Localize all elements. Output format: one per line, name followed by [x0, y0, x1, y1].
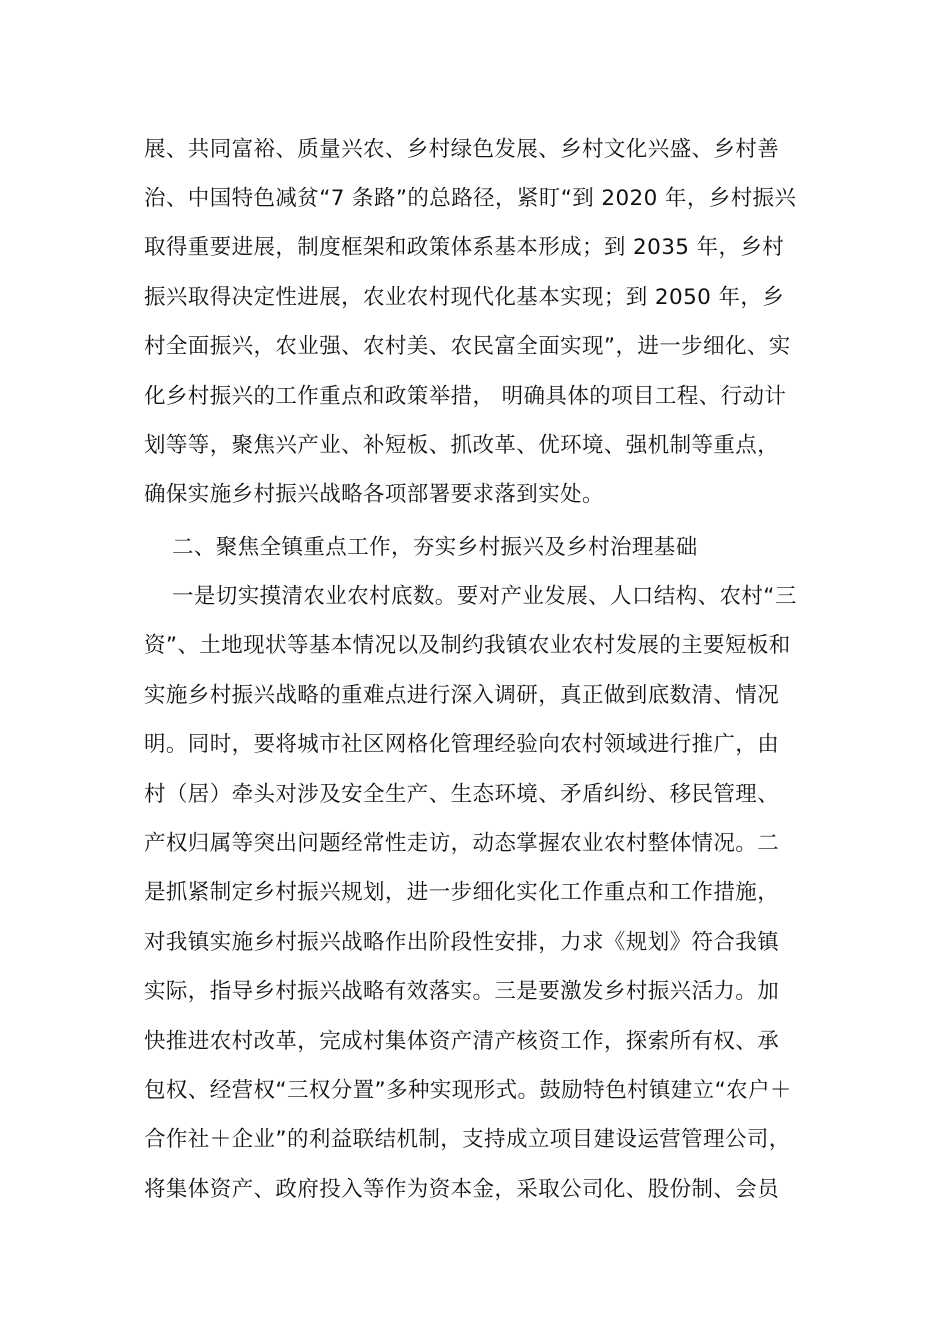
- text-line: 划等等，聚焦兴产业、补短板、抓改革、优环境、强机制等重点，: [144, 433, 780, 458]
- text-line: 取得重要进展，制度框架和政策体系基本形成；到 2035 年，乡村: [144, 235, 785, 260]
- text-line: 实际，指导乡村振兴战略有效落实。三是要激发乡村振兴活力。加: [144, 979, 780, 1004]
- text-line: 治、中国特色减贫“7 条路”的总路径，紧盯“到 2020 年，乡村振兴: [144, 186, 797, 211]
- section-heading: 二、聚焦全镇重点工作，夯实乡村振兴及乡村治理基础: [172, 535, 698, 560]
- text-line: 合作社＋企业”的利益联结机制，支持成立项目建设运营管理公司，: [144, 1127, 791, 1152]
- text-line: 将集体资产、政府投入等作为资本金，采取公司化、股份制、会员: [144, 1177, 780, 1202]
- paragraph-first-line: 一是切实摸清农业农村底数。要对产业发展、人口结构、农村“三: [172, 584, 797, 609]
- text-line: 化乡村振兴的工作重点和政策举措， 明确具体的项目工程、行动计: [144, 384, 787, 409]
- text-line: 产权归属等突出问题经常性走访，动态掌握农业农村整体情况。二: [144, 831, 780, 856]
- text-line: 确保实施乡村振兴战略各项部署要求落到实处。: [144, 482, 604, 507]
- text-line: 资”、土地现状等基本情况以及制约我镇农业农村发展的主要短板和: [144, 633, 791, 658]
- text-line: 对我镇实施乡村振兴战略作出阶段性安排，力求《规划》符合我镇: [144, 930, 780, 955]
- text-line: 实施乡村振兴战略的重难点进行深入调研，真正做到底数清、情况: [144, 683, 780, 708]
- text-line: 包权、经营权“三权分置”多种实现形式。鼓励特色村镇建立“农户＋: [144, 1078, 792, 1103]
- text-line: 明。同时，要将城市社区网格化管理经验向农村领域进行推广，由: [144, 732, 780, 757]
- text-line: 是抓紧制定乡村振兴规划，进一步细化实化工作重点和工作措施，: [144, 880, 780, 905]
- text-line: 振兴取得决定性进展，农业农村现代化基本实现；到 2050 年，乡: [144, 285, 785, 310]
- text-line: 快推进农村改革，完成村集体资产清产核资工作，探索所有权、承: [144, 1029, 780, 1054]
- text-line: 村（居）牵头对涉及安全生产、生态环境、矛盾纠纷、移民管理、: [144, 782, 780, 807]
- text-line: 村全面振兴，农业强、农村美、农民富全面实现”，进一步细化、实: [144, 334, 791, 359]
- text-line: 展、共同富裕、质量兴农、乡村绿色发展、乡村文化兴盛、乡村善: [144, 137, 780, 162]
